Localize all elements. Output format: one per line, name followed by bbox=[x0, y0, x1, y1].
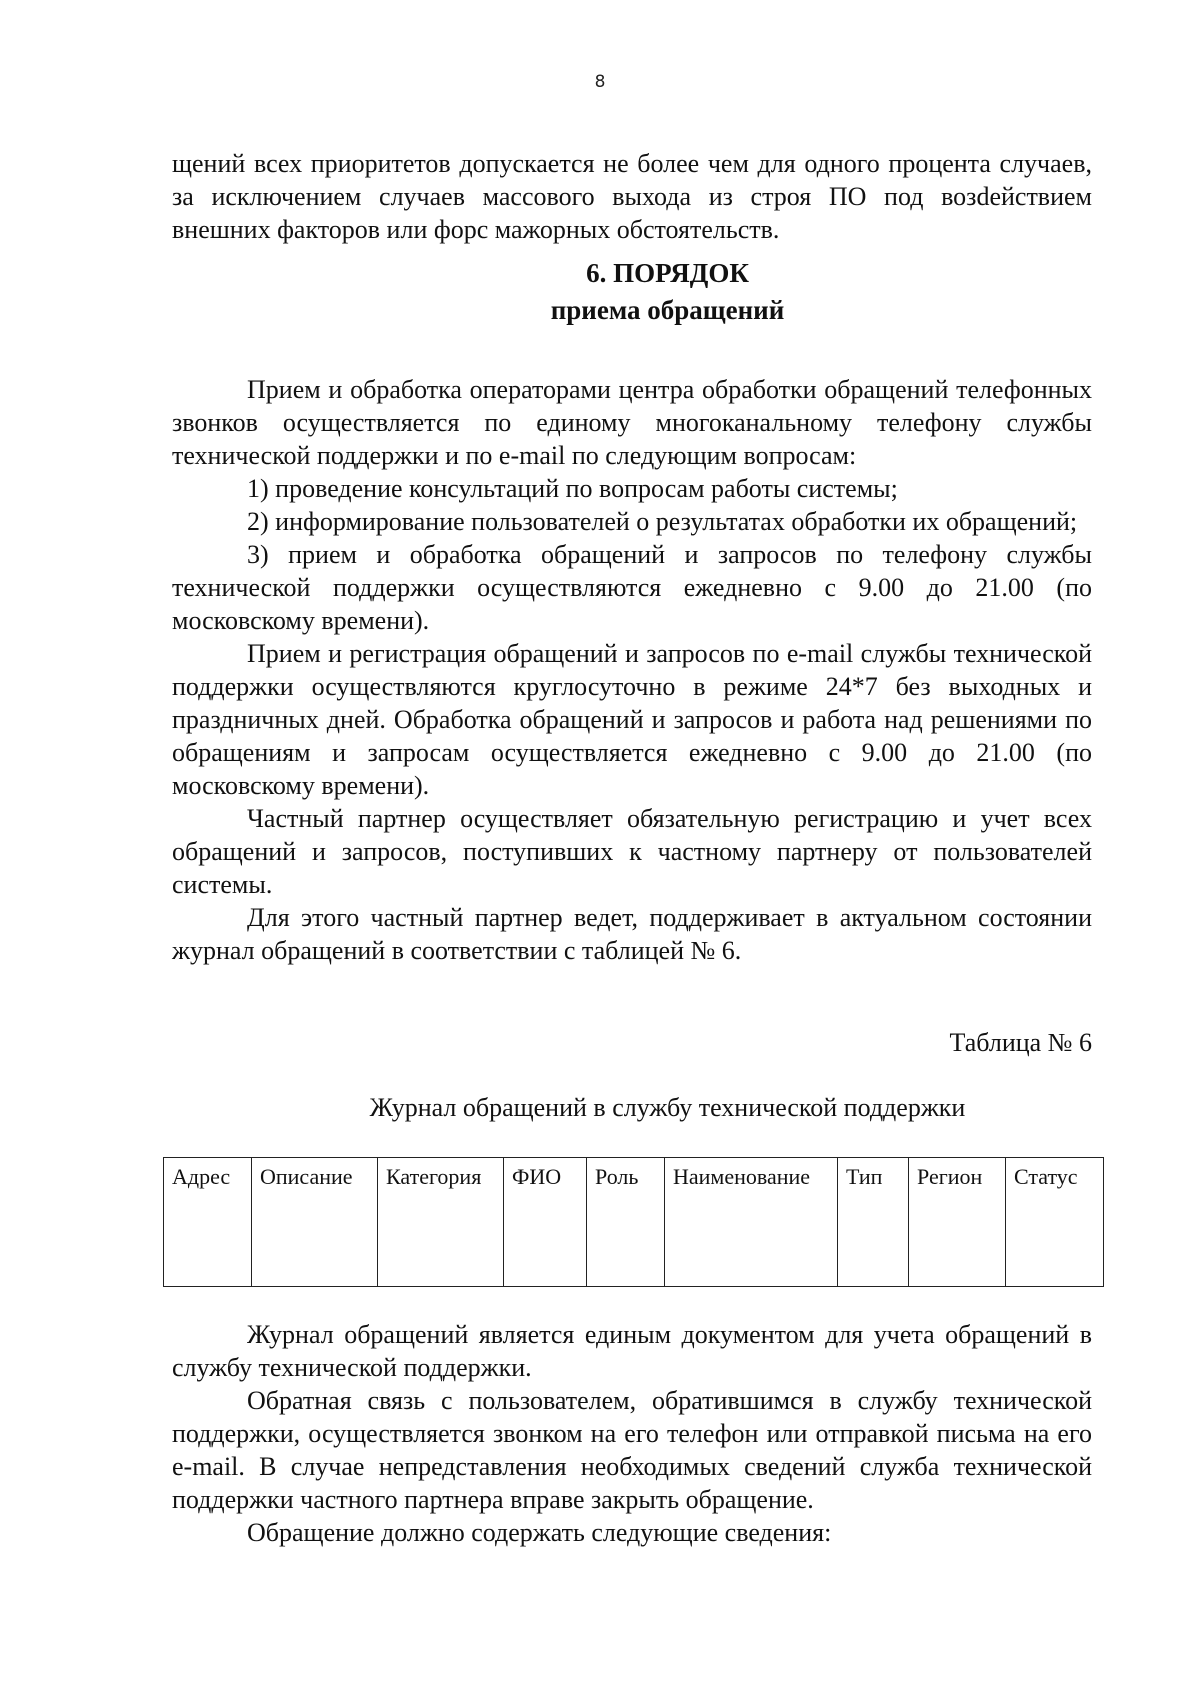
column-header-address: Адрес bbox=[164, 1158, 252, 1287]
list-item-3: 3) прием и обработка обращений и запросов по телефону службы технической поддержки осуществляются ежедневно с 9.00 до 21.00 (по московскому времени). bbox=[172, 540, 1092, 635]
column-header-full-name: ФИО bbox=[504, 1158, 587, 1287]
list-item-1: 1) проведение консультаций по вопросам работы системы; bbox=[247, 474, 898, 503]
column-header-role: Роль bbox=[587, 1158, 665, 1287]
journal-table bbox=[163, 1157, 1104, 1287]
paragraph: Обращение должно содержать следующие сведения: bbox=[247, 1518, 832, 1547]
paragraph: Прием и обработка операторами центра обработки обращений телефонных звонков осуществляется по единому многоканальному телефону службы технической поддержки и по e-mail по следующим вопросам: bbox=[172, 375, 1092, 470]
section-title: 6. ПОРЯДОК bbox=[586, 258, 749, 288]
table-title: Журнал обращений в службу технической поддержки bbox=[369, 1093, 966, 1122]
column-header-type: Тип bbox=[838, 1158, 909, 1287]
column-header-description: Описание bbox=[252, 1158, 378, 1287]
section-subtitle: приема обращений bbox=[550, 295, 785, 325]
column-header-name: Наименование bbox=[665, 1158, 838, 1287]
paragraph: Прием и регистрация обращений и запросов по e-mail службы технической поддержки осуществляются круглосуточно в режиме 24*7 без выходных и праздничных дней. Обработка обращений и запросов и работа над решениями по обращениям и запросам осуществляется ежедневно с 9.00 до 21.00 (по московскому времени). bbox=[172, 639, 1092, 800]
body-text-after-table bbox=[172, 1318, 1092, 1549]
paragraph: Журнал обращений является единым документом для учета обращений в службу технической поддержки. bbox=[172, 1320, 1092, 1382]
column-header-region: Регион bbox=[909, 1158, 1006, 1287]
list-item-2: 2) информирование пользователей о результатах обработки их обращений; bbox=[247, 507, 1078, 536]
paragraph: Для этого частный партнер ведет, поддерживает в актуальном состоянии журнал обращений в соответствии с таблицей № 6. bbox=[172, 903, 1092, 965]
intro-text bbox=[172, 147, 1092, 246]
paragraph: Обратная связь с пользователем, обратившимся в службу технической поддержки, осуществляется звонком на его телефон или отправкой письма на его e-mail. В случае непредставления необходимых сведений служба технической поддержки частного партнера вправе закрыть обращение. bbox=[172, 1386, 1092, 1514]
intro-paragraph: щений всех приоритетов допускается не более чем для одного процента случаев, за исключением случаев массового выхода из строя ПО под возdействием внешних факторов или форс мажорных обстоятельств. bbox=[172, 149, 1092, 244]
table-caption: Таблица № 6 bbox=[949, 1028, 1092, 1057]
table-header-row bbox=[164, 1158, 1104, 1287]
page-number: 8 bbox=[594, 72, 606, 92]
paragraph: Частный партнер осуществляет обязательную регистрацию и учет всех обращений и запросов, поступивших к частному партнеру от пользователей системы. bbox=[172, 804, 1092, 899]
body-text-before-table bbox=[172, 373, 1092, 967]
column-header-category: Категория bbox=[378, 1158, 504, 1287]
column-header-status: Статус bbox=[1006, 1158, 1104, 1287]
